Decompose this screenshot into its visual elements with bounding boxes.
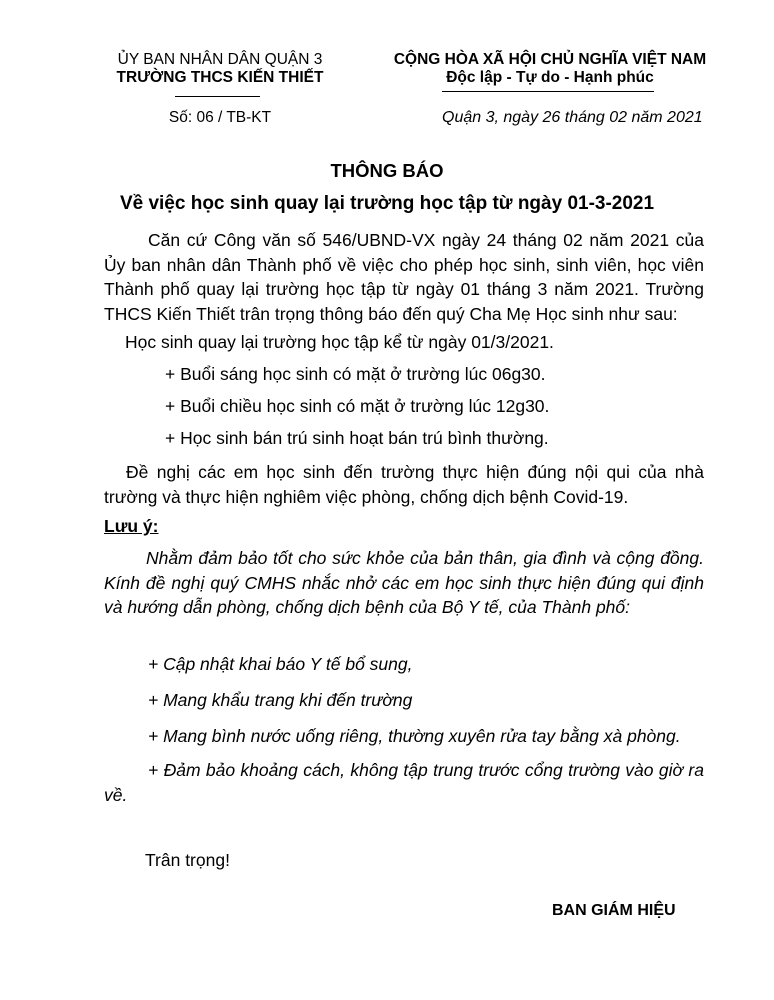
motto-underline xyxy=(442,91,654,92)
issuer-underline xyxy=(175,96,260,97)
note-item-distancing: + Đảm bảo khoảng cách, không tập trung trước cổng trường vào giờ ra về. xyxy=(104,760,704,805)
national-title: CỘNG HÒA XÃ HỘI CHỦ NGHĨA VIỆT NAM xyxy=(393,51,707,68)
closing-text: Trân trọng! xyxy=(145,850,230,870)
issuer-school: TRƯỜNG THCS KIẾN THIẾT xyxy=(116,69,324,86)
schedule-item-afternoon: + Buổi chiều học sinh có mặt ở trường lúc 12g30. xyxy=(165,396,550,416)
schedule-item-morning: + Buổi sáng học sinh có mặt ở trường lúc 06g30. xyxy=(165,364,546,384)
note-item-water-handwash: + Mang bình nước uống riêng, thường xuyên rửa tay bằng xà phòng. xyxy=(148,726,681,746)
note-item-mask: + Mang khẩu trang khi đến trường xyxy=(148,690,413,710)
return-date-line: Học sinh quay lại trường học tập kể từ ngày 01/3/2021. xyxy=(125,332,554,352)
note-paragraph: Nhằm đảm bảo tốt cho sức khỏe của bản thân, gia đình và cộng đồng. Kính đề nghị quý CMHS nhắc nhở các em học sinh thực hiện đúng qui định và hướng dẫn phòng, chống dịch bệnh của Bộ Y tế, của Thành phố: xyxy=(104,548,704,617)
notice-heading: THÔNG BÁO xyxy=(330,160,444,181)
notice-subject: Về việc học sinh quay lại trường học tập từ ngày 01-3-2021 xyxy=(119,193,655,214)
schedule-item-boarding: + Học sinh bán trú sinh hoạt bán trú bình thường. xyxy=(165,428,549,448)
document-date: Quận 3, ngày 26 tháng 02 năm 2021 xyxy=(442,109,703,126)
intro-paragraph: Căn cứ Công văn số 546/UBND-VX ngày 24 tháng 02 năm 2021 của Ủy ban nhân dân Thành phố về việc cho phép học sinh, sinh viên, học viên Thành phố quay lại trường học tập từ ngày 01 tháng 3 năm 2021. Trường THCS Kiến Thiết trân trọng thông báo đến quý Cha Mẹ Học sinh như sau: xyxy=(104,230,704,324)
document-number: Số: 06 / TB-KT xyxy=(168,109,272,126)
note-label: Lưu ý: xyxy=(104,516,159,536)
national-motto: Độc lập - Tự do - Hạnh phúc xyxy=(446,69,654,86)
issuer-authority: ỦY BAN NHÂN DÂN QUẬN 3 xyxy=(117,51,323,68)
note-item-health-declaration: + Cập nhật khai báo Y tế bổ sung, xyxy=(148,654,413,674)
signature-block: BAN GIÁM HIỆU xyxy=(552,902,676,919)
request-paragraph: Đề nghị các em học sinh đến trường thực hiện đúng nội qui của nhà trường và thực hiện nghiêm việc phòng, chống dịch bệnh Covid-19. xyxy=(104,462,704,507)
